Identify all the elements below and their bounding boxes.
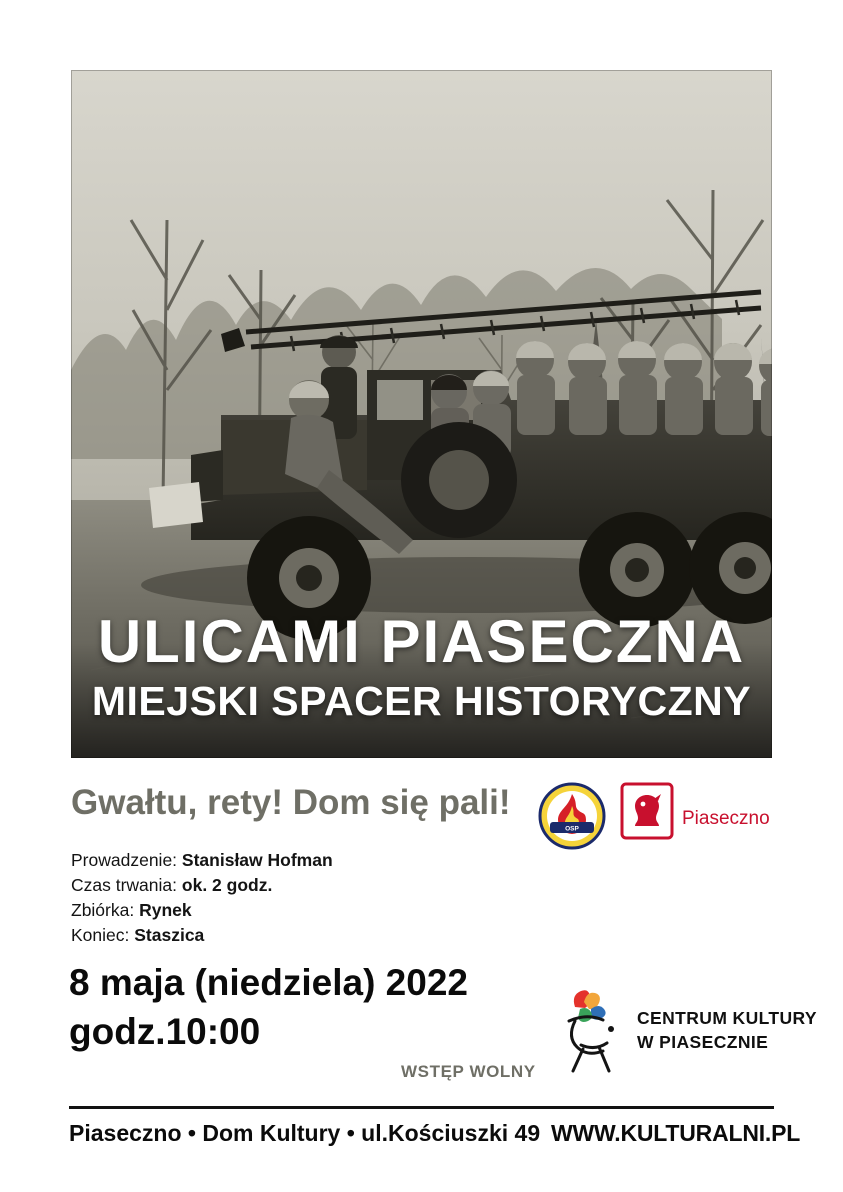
piaseczno-wordmark: Piaseczno (682, 808, 770, 829)
piaseczno-logo (620, 782, 780, 844)
detail-label-duration: Czas trwania: (71, 874, 178, 895)
centrum-kultury-logo (551, 985, 818, 1081)
website-url[interactable]: WWW.KULTURALNI.PL (551, 1120, 801, 1146)
ckp-line-1: CENTRUM KULTURY (637, 1008, 818, 1028)
event-details-list (71, 848, 333, 947)
ckp-line-2: W PIASECZNIE (637, 1031, 769, 1052)
detail-value-end-point: Staszica (134, 924, 205, 945)
poster-subtitle: MIEJSKI SPACER HISTORYCZNY (91, 677, 752, 724)
detail-value-meeting-point: Rynek (139, 899, 192, 920)
osp-fire-brigade-icon (538, 782, 606, 850)
detail-label-meeting-point: Zbiórka: (71, 899, 135, 920)
free-entry-label: WSTĘP WOLNY (401, 1062, 536, 1081)
detail-label-host: Prowadzenie: (71, 850, 178, 870)
piaseczno-coat-of-arms-icon (620, 782, 674, 840)
venue-address: Piaseczno • Dom Kultury • ul.Kościuszki 49 (69, 1120, 541, 1146)
svg-text:OSP: OSP (565, 825, 579, 833)
detail-value-host: Stanisław Hofman (181, 850, 333, 870)
centrum-kultury-glyph-icon (551, 985, 629, 1077)
divider-rule (69, 1106, 774, 1109)
event-theme-title: Gwałtu, rety! Dom się pali! (71, 783, 511, 822)
detail-row-end-point (71, 923, 333, 948)
event-date: 8 maja (niedziela) 2022 (69, 962, 468, 1003)
osp-fire-brigade-logo (538, 782, 606, 850)
detail-value-duration: ok. 2 godz. (181, 874, 273, 895)
centrum-kultury-wordmark (637, 1007, 817, 1055)
detail-row-duration (71, 873, 333, 898)
historic-photo (71, 70, 772, 758)
detail-row-host (71, 848, 333, 873)
photo-illustration (71, 70, 772, 758)
poster-main-title: ULICAMI PIASECZNA (97, 607, 746, 675)
detail-label-end-point: Koniec: (71, 924, 130, 945)
detail-row-meeting-point (71, 898, 333, 923)
event-time: godz.10:00 (69, 1011, 261, 1053)
event-date-block (69, 962, 468, 1053)
